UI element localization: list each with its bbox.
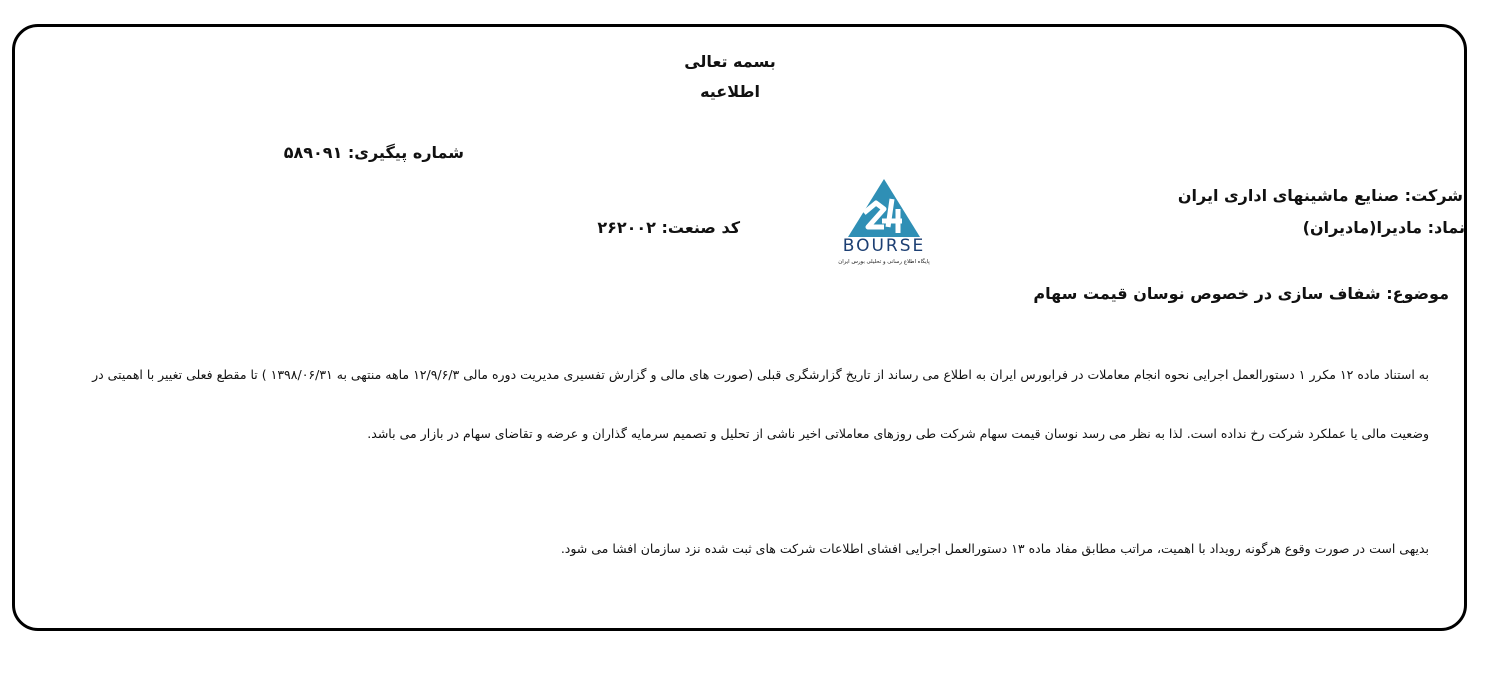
company-line	[1178, 186, 1463, 205]
tracking-value: ۵۸۹۰۹۱	[283, 143, 343, 162]
logo-caption: پایگاه اطلاع رسانی و تحلیلی بورس ایران	[838, 259, 930, 265]
announcement-title: اطلاعیه	[700, 82, 760, 101]
industry-code	[560, 218, 740, 237]
subject-label: موضوع:	[1386, 284, 1449, 303]
symbol-value: مادیرا(مادیران)	[1302, 218, 1423, 237]
industry-label: کد صنعت:	[661, 218, 740, 237]
basmala-heading: بسمه تعالی	[684, 52, 776, 71]
body-paragraph-3: بدیهی است در صورت وقوع هرگونه رویداد با اهمیت، مراتب مطابق مفاد ماده ۱۳ دستورالعمل اجرایی افشای اطلاعات شرکت های ثبت شده نزد سازمان افشا می شود.	[560, 541, 1429, 556]
logo-word: BOURSE	[842, 236, 926, 256]
body-paragraph-2: وضعیت مالی یا عملکرد شرکت رخ نداده است. لذا به نظر می رسد نوسان قیمت سهام شرکت طی روزهای معاملاتی اخیر ناشی از تحلیل و تصمیم سرمایه گذاران و عرضه و تقاضای سهام در بازار می باشد.	[367, 426, 1429, 441]
tracking-number	[260, 143, 464, 162]
symbol-label: نماد:	[1427, 218, 1465, 237]
industry-value: ۲۶۲۰۰۲	[597, 218, 656, 237]
subject-line	[1033, 284, 1449, 303]
company-label: شرکت:	[1404, 186, 1463, 205]
subject-value: شفاف سازی در خصوص نوسان قیمت سهام	[1033, 284, 1381, 303]
bourse-logo	[826, 175, 942, 267]
document-frame	[12, 24, 1467, 631]
tracking-label: شماره پیگیری:	[347, 143, 464, 162]
symbol-line	[1303, 218, 1465, 237]
body-paragraph-1: به استناد ماده ۱۲ مکرر ۱ دستورالعمل اجرایی نحوه انجام معاملات در فرابورس ایران به اطلاع می رساند از تاریخ گزارشگری قبلی (صورت های مالی و گزارش تفسیری مدیریت دوره مالی ۱۲/۹/۶/۳ ماهه منتهی به ۱۳۹۸/۰۶/۳۱ ) تا مقطع فعلی تغییر با اهمیتی در	[92, 367, 1429, 382]
company-name: صنایع ماشینهای اداری ایران	[1177, 186, 1400, 205]
